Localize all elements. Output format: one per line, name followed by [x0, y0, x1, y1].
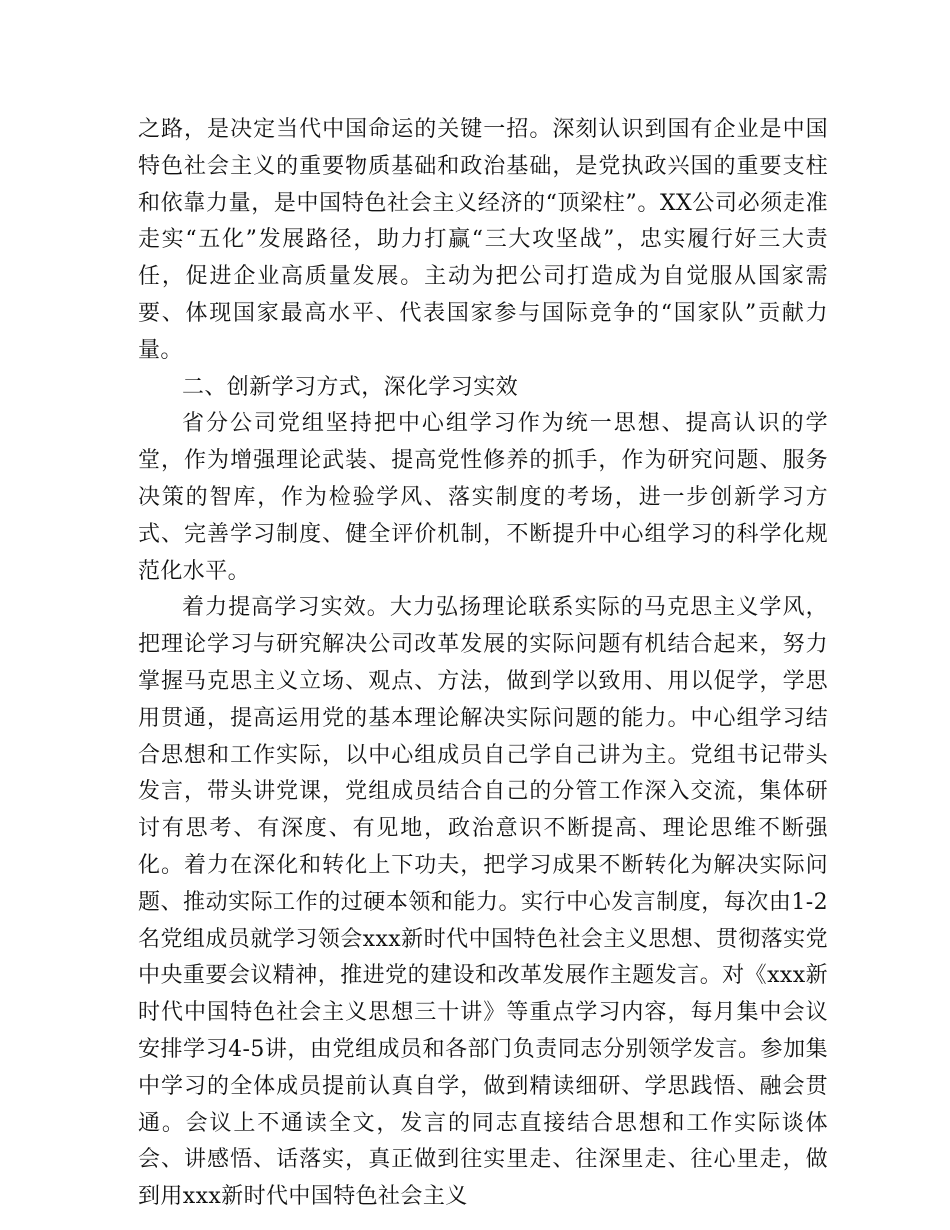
paragraph-study-effectiveness: 着力提高学习实效。大力弘扬理论联系实际的马克思主义学风，把理论学习与研究解决公司改革发展的实际问题有机结合起来，努力掌握马克思主义立场、观点、方法，做到学以致用、用以促学，学思用贯通，提高运用党的基本理论解决实际问题的能力。中心组学习结合思想和工作实际，以中心组成员自己学自己讲为主。党组书记带头发言，带头讲党课，党组成员结合自己的分管工作深入交流，集体研讨有思考、有深度、有见地，政治意识不断提高、理论思维不断强化。着力在深化和转化上下功夫，把学习成果不断转化为解决实际问题、推动实际工作的过硬本领和能力。实行中心发言制度，每次由1-2名党组成员就学习领会xxx新时代中国特色社会主义思想、贯彻落实党中央重要会议精神，推进党的建设和改革发展作主题发言。对《xxx新时代中国特色社会主义思想三十讲》等重点学习内容，每月集中会议安排学习4-5讲，由党组成员和各部门负责同志分别领学发言。参加集中学习的全体成员提前认真自学，做到精读细研、学思践悟、融会贯通。会议上不通读全文，发言的同志直接结合思想和工作实际谈体会、讲感悟、话落实，真正做到往实里走、往深里走、往心里走，做到用xxx新时代中国特色社会主义	[138, 595, 828, 1210]
section-heading-2: 二、创新学习方式，深化学习实效	[182, 374, 519, 400]
paragraph-intro-continuation: 之路，是决定当代中国命运的关键一招。深刻认识到国有企业是中国特色社会主义的重要物质基础和政治基础，是党执政兴国的重要支柱和依靠力量，是中国特色社会主义经济的“顶梁柱”。XX公司必须走准走实“五化”发展路径，助力打赢“三大攻坚战”，忠实履行好三大责任，促进企业高质量发展。主动为把公司打造成为自觉服从国家需要、体现国家最高水平、代表国家参与国际竞争的“国家队”贡献力量。	[138, 117, 828, 363]
document-body	[138, 112, 828, 1216]
paragraph-study-group-role: 省分公司党组坚持把中心组学习作为统一思想、提高认识的学堂，作为增强理论武装、提高党性修养的抓手，作为研究问题、服务决策的智库，作为检验学风、落实制度的考场，进一步创新学习方式、完善学习制度、健全评价机制，不断提升中心组学习的科学化规范化水平。	[138, 411, 828, 584]
